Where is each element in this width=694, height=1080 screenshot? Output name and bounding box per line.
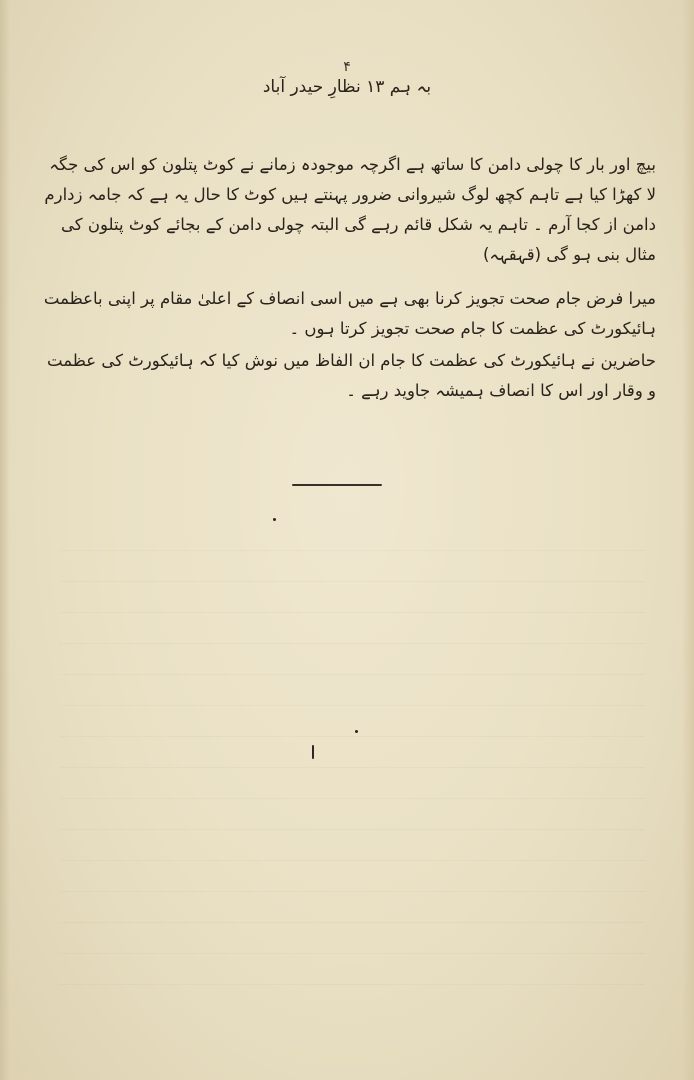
ink-speck <box>355 730 358 733</box>
bleed-through-line <box>60 613 644 644</box>
ink-mark <box>312 745 314 759</box>
bleed-through-line <box>60 768 644 799</box>
bleed-through-line <box>60 923 644 954</box>
paragraph-3: حاضرین نے ہائیکورٹ کی عظمت کا جام ان الفاظ میں نوش کیا کہ ہائیکورٹ کی عظمت و وقار اور اس کا انصاف ہمیشہ جاوید رہے ۔ <box>47 351 656 400</box>
paragraph-2: میرا فرض جام صحت تجویز کرنا بھی ہے میں اسی انصاف کے اعلیٰ مقام پر اپنی باعظمت ہائیکورٹ کی عظمت کا جام صحت تجویز کرتا ہوں ۔ <box>43 289 656 338</box>
bleed-through-line <box>60 830 644 861</box>
bleed-through-line <box>60 799 644 830</box>
document-body <box>40 150 656 420</box>
page-number: ۴ <box>343 59 351 75</box>
bleed-through-line <box>60 520 644 551</box>
bleed-through-line <box>60 551 644 582</box>
bleed-through-line <box>60 861 644 892</box>
bleed-through-line <box>60 892 644 923</box>
bleed-through-line <box>60 954 644 985</box>
bleed-through-line <box>60 706 644 737</box>
page-edge-shadow-left <box>0 0 10 1080</box>
ink-speck <box>273 518 276 521</box>
bleed-through-line <box>60 582 644 613</box>
bleed-through-line <box>60 644 644 675</box>
bleed-through-line <box>60 737 644 768</box>
page-edge-shadow-right <box>682 0 694 1080</box>
bleed-through-area <box>60 520 644 985</box>
page-header <box>0 60 694 97</box>
bleed-through-line <box>60 675 644 706</box>
paragraph-1: بیچ اور بار کا چولی دامن کا ساتھ ہے اگرچہ موجودہ زمانے نے کوٹ پتلون کو اس کی جگہ لا کھڑا کیا ہے تاہم کچھ لوگ شیروانی ضرور پہنتے ہیں کوٹ کا حال یہ ہے کہ جامہ زدارم دامن از کجا آرم ۔ تاہم یہ شکل قائم رہے گی البتہ چولی دامن کے بجائے کوٹ پتلون کی مثال بنی ہو گی (قہقہہ) <box>44 155 656 264</box>
section-divider <box>292 484 382 486</box>
page-heading: بہ ہم ۱۳ نظارِ حیدر آباد <box>262 77 432 97</box>
